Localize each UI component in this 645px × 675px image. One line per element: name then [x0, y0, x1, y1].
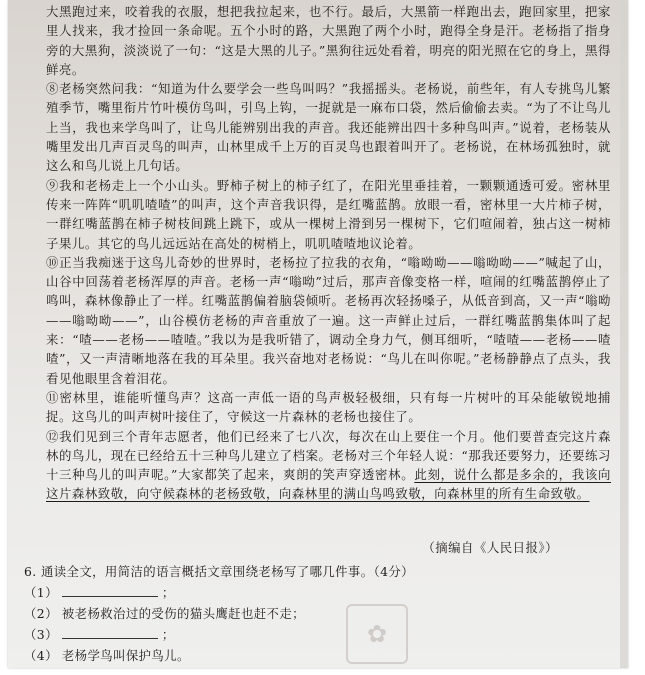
article-paragraph-11: ⑪密林里，谁能听懂鸟声？这高一声低一语的鸟声极轻极细，只有每一片树叶的耳朵能敏锐地捕捉。这鸟儿的叫声树叶接住了，守候这一片森林的老杨也接住了。: [46, 389, 611, 425]
article-paragraph-9: ⑨我和老杨走上一个小山头。野柿子树上的柿子红了，在阳光里垂挂着，一颗颗通透可爱。密林里传来一阵阵“叽叽喳喳”的叫声，这个声音我识得，是红嘴蓝鹊。放眼一看，密林里一大片柿子树，一群红嘴蓝鹊在柿子树枝间跳上跳下，或从一棵树上滑到另一棵树下，它们喧闹着，独占这一树柿子果儿。其它的鸟儿远远站在高处的树梢上，叽叽喳喳地议论着。: [46, 177, 611, 251]
article-body: [46, 2, 611, 504]
answer-number: （4）: [24, 648, 58, 663]
answer-text-2: 被老杨救治过的受伤的猫头鹰赶也赶不走；: [61, 606, 305, 621]
answer-row-3: [24, 624, 614, 645]
answer-blank-1[interactable]: [62, 584, 158, 597]
answer-end: ；: [161, 627, 175, 642]
answer-row-1: [24, 582, 614, 603]
answer-row-4: [24, 645, 614, 666]
answer-blank-3[interactable]: [62, 626, 158, 639]
underlined-sentence: 此刻，说什么都是多余的，我该向这片森林致敬，向守候森林的老杨致敬，向森林里的满山鸟鸣致敬，向森林里的所有生命致敬。: [46, 467, 611, 502]
answer-number: （2）: [24, 606, 58, 621]
question-section: [24, 561, 614, 666]
faded-stamp-mark: ✿: [346, 604, 408, 664]
article-paragraph-10: ⑩正当我痴迷于这鸟儿奇妙的世界时，老杨拉了拉我的衣角，“嗡呦呦——嗡呦呦——”喊起了山，山谷中回荡着老杨浑厚的声音。老杨一声“嗡呦”过后，那声音像变格一样，喧闹的红嘴蓝鹊停止了鸣叫，森林像静止了一样。红嘴蓝鹊偏着脑袋倾听。老杨再次轻扬嗓子，从低音到高，又一声“嗡呦——嗡呦呦——”，山谷模仿老杨的声音重放了一遍。这一声鲜止过后，一群红嘴蓝鹊集体叫了起来：“喳——老杨——喳喳。”我以为是我听错了，调动全身力气，侧耳细听，“喳喳——老杨——喳喳”，又一声清晰地落在我的耳朵里。我兴奋地对老杨说：“鸟儿在叫你呢。”老杨静静点了点头，我看见他眼里含着泪花。: [46, 254, 611, 386]
article-paragraph-8: ⑧老杨突然问我：“知道为什么要学会一些鸟叫吗？”我摇摇头。老杨说，前些年，有人专挑鸟儿繁殖季节，嘴里衔片竹叶模仿鸟叫，引鸟上钩，一捉就是一麻布口袋，然后偷偷去卖。“为了不让鸟儿上当，我也来学鸟叫了，让鸟儿能辨别出我的声音。我还能辨出四十多种鸟叫声。”说着，老杨装从嘴里发出几声百灵鸟的叫声，山林里成千上万的百灵鸟也跟着叫开了。老杨说，在林场孤独时，就这么和鸟儿说上几句话。: [46, 81, 611, 174]
question-6-prompt: 6. 通读全文，用简洁的语言概括文章围绕老杨写了哪几件事。（4分）: [24, 564, 414, 579]
article-paragraph-12: [46, 427, 611, 504]
answer-number: （3）: [24, 627, 58, 642]
paragraph-12-text: ⑫我们见到三个青年志愿者，他们已经来了七八次，每次在山上要住一个月。他们要普查完这片森林的鸟儿，现在已经给五十三种鸟儿建立了档案。老杨对三个年轻人说：“那我还要努力，还要练习十三种鸟儿的叫声呢。”大家都笑了起来，爽朗的笑声穿透密林。: [46, 428, 611, 483]
answer-row-2: [24, 603, 614, 624]
article-paragraph-7-end: 大黑跑过来，咬着我的衣服，想把我拉起来，也不行。最后，大黑箭一样跑出去，跑回家里，把家里人找来，我才捡回一条命呢。五个小时的路，大黑跑了两个小时，跑得全身是汗。老杨指了指身旁的大黑狗，淡淡说了一句：“这是大黑的儿子。”黑狗往远处看着，明亮的阳光照在它的身上，黑得鲜亮。: [46, 4, 611, 77]
exam-paper-photo: [8, 0, 628, 668]
answer-number: （1）: [24, 585, 58, 600]
paper-edge-shadow: [620, 0, 628, 668]
answer-text-4: 老杨学鸟叫保护鸟儿。: [61, 648, 190, 663]
article-source: （摘编自《人民日报》）: [422, 540, 558, 555]
answer-end: ；: [161, 585, 175, 600]
